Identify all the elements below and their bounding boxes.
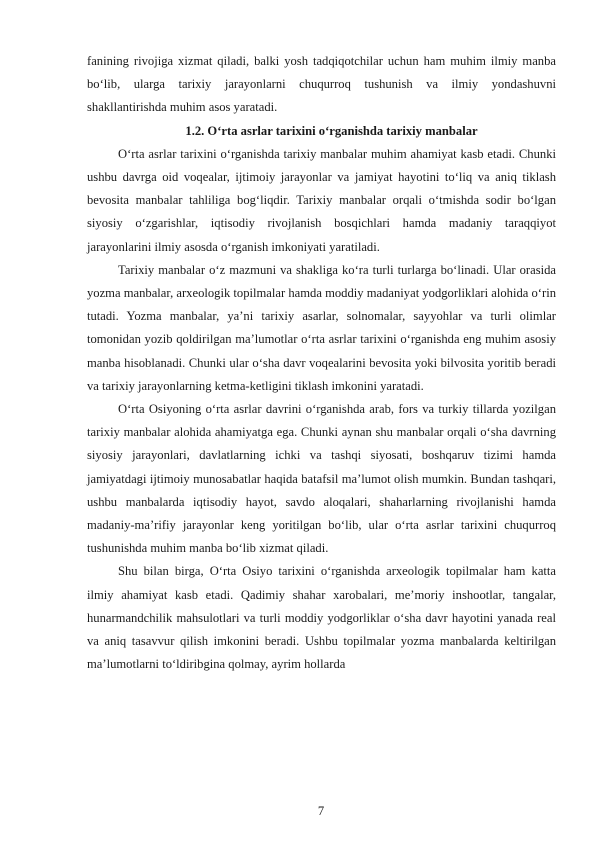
intro-paragraph: fanining rivojiga xizmat qiladi, balki yosh tadqiqotchilar uchun ham muhim ilmiy manba bo‘lib, ularga tarixiy jarayonlarni chuqurroq tushunish va ilmiy yondashuvni shakllantirishda muhim asos yaratadi. [87, 54, 556, 115]
body-paragraph: O‘rta Osiyoning o‘rta asrlar davrini o‘rganishda arab, fors va turkiy tillarda yozilgan tarixiy manbalar alohida ahamiyatga ega. Chunki aynan shu manbalar orqali o‘sha davrning siyosiy jarayonlari, davlatlarning ichki va tashqi siyosati, boshqaruv tizimi hamda jamiyatdagi ijtimoiy munosabatlar haqida batafsil ma’lumot olish mumkin. Bundan tashqari, ushbu manbalarda iqtisodiy hayot, savdo aloqalari, shaharlarning rivojlanishi hamda madaniy-ma’rifiy jarayonlar keng yoritilgan bo‘lib, ular o‘rta asrlar tarixini chuqurroq tushunishda muhim manba bo‘lib xizmat qiladi. [87, 402, 556, 556]
body-paragraph: Shu bilan birga, O‘rta Osiyo tarixini o‘rganishda arxeologik topilmalar ham katta ilmiy ahamiyat kasb etadi. Qadimiy shahar xarobalari, me’moriy inshootlar, tangalar, hunarmandchilik mahsulotlari va turli moddiy yodgorliklar o‘sha davr hayotini yanada real va aniq tasavvur qilish imkonini beradi. Ushbu topilmalar yozma manbalarda keltirilgan ma’lumotlarni to‘ldiribgina qolmay, ayrim hollarda [87, 564, 556, 672]
body-paragraph: Tarixiy manbalar o‘z mazmuni va shakliga ko‘ra turli turlarga bo‘linadi. Ular orasida yozma manbalar, arxeologik topilmalar hamda moddiy madaniyat yodgorliklari alohida o‘rin tutadi. Yozma manbalar, ya’ni tarixiy asarlar, solnomalar, sayyohlar va turli olimlar tomonidan yozib qoldirilgan ma’lumotlar o‘rta asrlar tarixini o‘rganishda eng muhim asosiy manba hisoblanadi. Chunki ular o‘sha davr voqealarini bevosita yoki bilvosita yoritib beradi va tarixiy jarayonlarning ketma-ketligini tiklash imkonini yaratadi. [87, 262, 556, 393]
body-paragraph: O‘rta asrlar tarixini o‘rganishda tarixiy manbalar muhim ahamiyat kasb etadi. Chunki ushbu davrga oid voqealar, ijtimoiy jarayonlar va jamiyat hayotini to‘liq va aniq tiklash bevosita manbalar tahliliga bog‘liqdir. Tarixiy manbalar orqali o‘tmishda sodir bo‘lgan siyosiy o‘zgarishlar, iqtisodiy rivojlanish bosqichlari hamda madaniy taraqqiyot jarayonlarini ilmiy asosda o‘rganish imkoniyati yaratiladi. [87, 146, 556, 254]
page-number: 7 [317, 804, 325, 818]
section-heading: 1.2. O‘rta asrlar tarixini o‘rganishda tarixiy manbalar [185, 123, 478, 138]
document-page [87, 50, 556, 676]
